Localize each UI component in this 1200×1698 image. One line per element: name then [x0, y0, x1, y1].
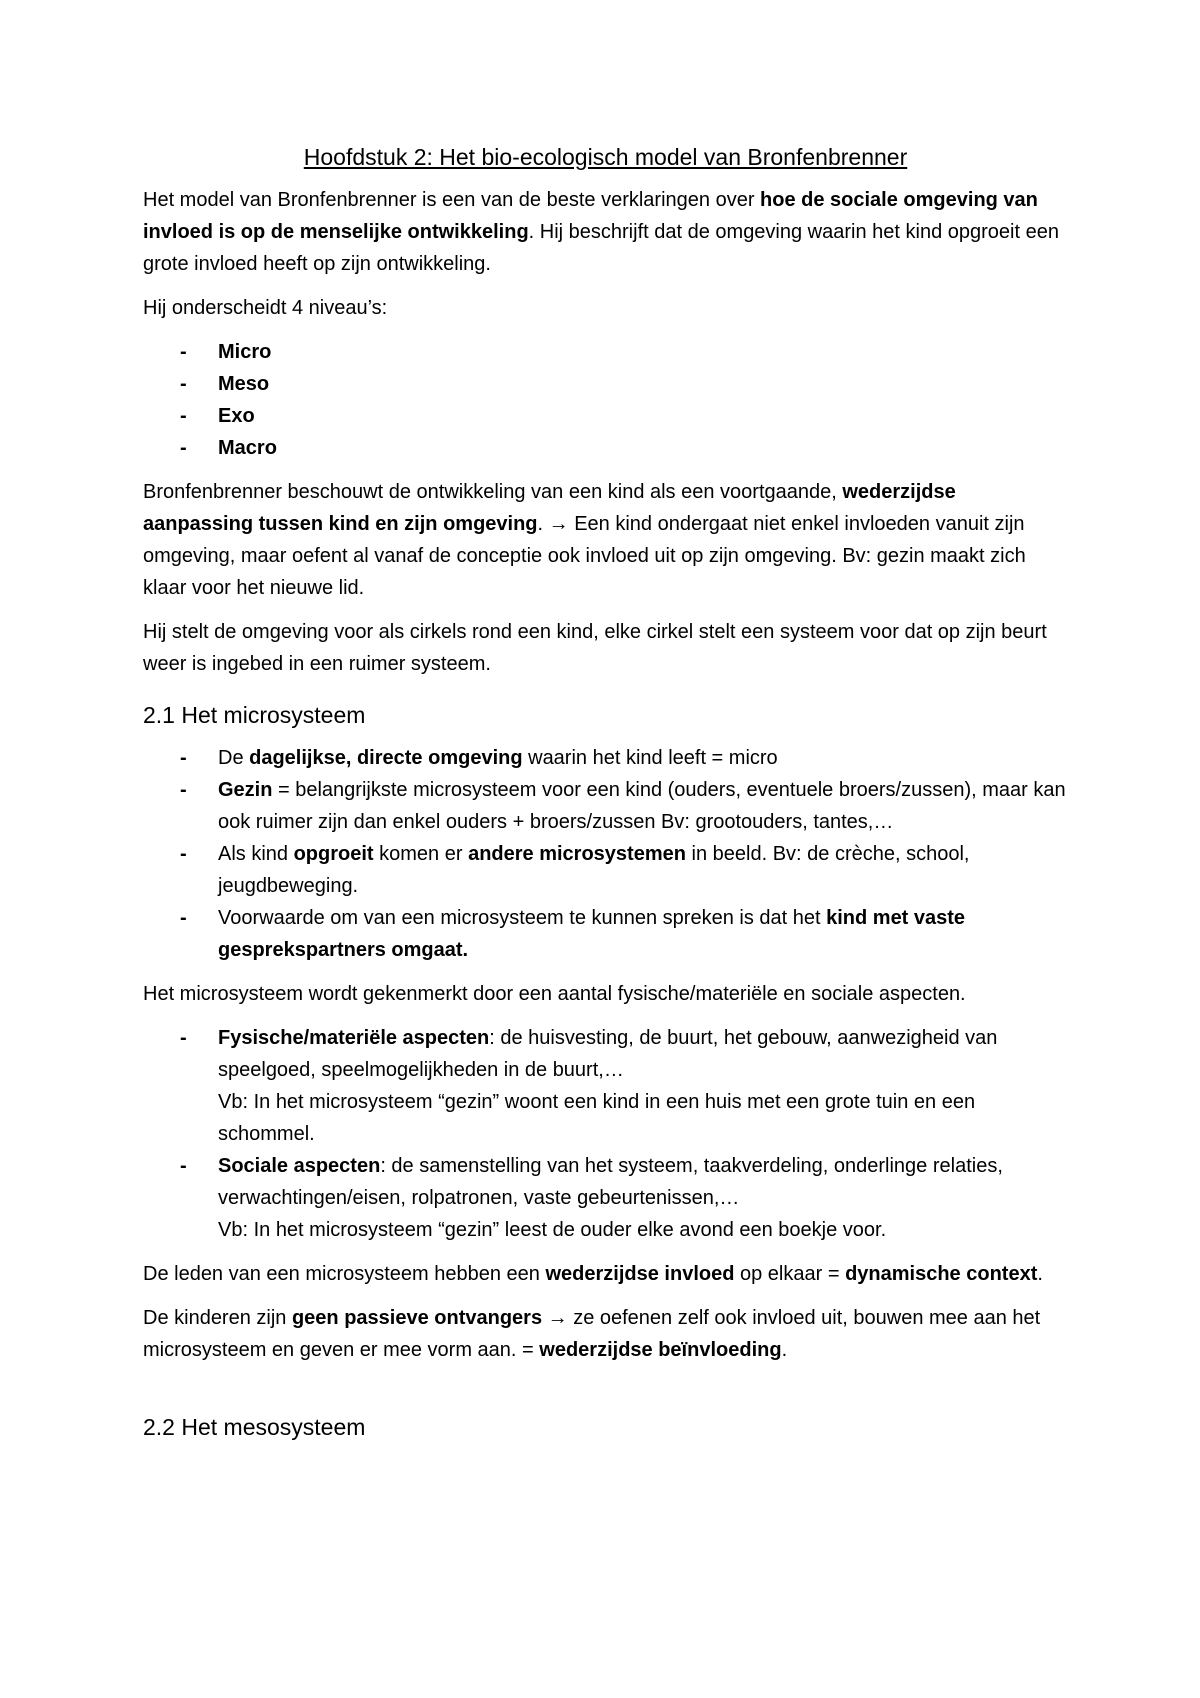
text: Voorwaarde om van een microsysteem te kunnen spreken is dat het	[218, 907, 827, 929]
list-item	[143, 902, 1068, 966]
text: waarin het kind leeft = micro	[522, 747, 778, 769]
text: komen er	[373, 843, 469, 865]
passive-paragraph	[143, 1302, 1068, 1366]
level-label: Exo	[218, 405, 255, 427]
level-label: Meso	[218, 373, 270, 395]
section-heading-meso: 2.2 Het mesosysteem	[143, 1414, 366, 1440]
aspects-list	[143, 1022, 1068, 1246]
view-paragraph	[143, 476, 1068, 604]
text: De kinderen zijn	[143, 1307, 292, 1329]
text: → ze oefenen zelf ook invloed uit, bouwen mee aan het microsysteem en geven er mee vorm aan. =	[143, 1307, 1041, 1361]
text: : de huisvesting, de buurt, het gebouw, aanwezigheid van speelgoed, speelmogelijkheden in de buurt,…	[218, 1027, 998, 1081]
list-item	[143, 774, 1068, 838]
text: op elkaar =	[734, 1263, 846, 1285]
intro-paragraph	[143, 184, 1068, 280]
bold-text: geen passieve ontvangers	[291, 1307, 543, 1329]
document-page	[143, 140, 1068, 1454]
list-item	[143, 1022, 1068, 1150]
text: De leden van een microsysteem hebben een	[143, 1263, 546, 1285]
bold-text: wederzijdse beïnvloeding	[539, 1339, 782, 1361]
levels-list	[143, 336, 1068, 464]
micro-list	[143, 742, 1068, 966]
text: in beeld. Bv: de crèche, school, jeugdbeweging.	[218, 843, 970, 897]
bold-text: wederzijdse aanpassing tussen kind en zijn omgeving	[143, 481, 956, 535]
dynamic-paragraph	[143, 1258, 1068, 1290]
text: = belangrijkste microsysteem voor een kind (ouders, eventuele broers/zussen), maar kan ook ruimer zijn dan enkel ouders + broers/zussen Bv: grootouders, tantes,…	[218, 779, 1066, 833]
bold-text: opgroeit	[293, 843, 374, 865]
bold-text: andere microsystemen	[468, 843, 686, 865]
text: Het model van Bronfenbrenner is een van de beste verklaringen over	[143, 189, 761, 211]
bold-text: Fysische/materiële aspecten	[218, 1027, 490, 1049]
text: .	[781, 1339, 788, 1361]
bold-text: hoe de sociale omgeving van invloed is op de menselijke ontwikkeling	[143, 189, 1038, 243]
text: . → Een kind ondergaat niet enkel invloeden vanuit zijn omgeving, maar oefent al vanaf de conceptie ook invloed uit op zijn omgeving. Bv: gezin maakt zich klaar voor het nieuwe lid.	[143, 513, 1026, 599]
text: Als kind	[218, 843, 294, 865]
bold-text: dagelijkse, directe omgeving	[249, 747, 523, 769]
list-item	[143, 742, 1068, 774]
bold-text: kind met vaste gesprekspartners omgaat.	[218, 907, 966, 961]
bold-text: Sociale aspecten	[218, 1155, 381, 1177]
levels-intro: Hij onderscheidt 4 niveau’s:	[143, 297, 388, 319]
list-item	[143, 400, 1068, 432]
example-text: Vb: In het microsysteem “gezin” woont een kind in een huis met een grote tuin en een schommel.	[218, 1091, 976, 1145]
list-item	[143, 368, 1068, 400]
text: Bronfenbrenner beschouwt de ontwikkeling van een kind als een voortgaande,	[143, 481, 843, 503]
list-item	[143, 336, 1068, 368]
text: . Hij beschrijft dat de omgeving waarin het kind opgroeit een grote invloed heeft op zijn ontwikkeling.	[143, 221, 1059, 275]
bold-text: wederzijdse invloed	[545, 1263, 735, 1285]
list-item	[143, 1150, 1068, 1246]
list-item	[143, 432, 1068, 464]
bold-text: dynamische context	[845, 1263, 1038, 1285]
page-title: Hoofdstuk 2: Het bio-ecologisch model van Bronfenbrenner	[303, 144, 908, 170]
level-label: Macro	[218, 437, 277, 459]
level-label: Micro	[218, 341, 272, 363]
text: .	[1037, 1263, 1043, 1285]
aspects-intro: Het microsysteem wordt gekenmerkt door een aantal fysische/materiële en sociale aspecten.	[143, 983, 966, 1005]
list-item	[143, 838, 1068, 902]
bold-text: Gezin	[218, 779, 273, 801]
example-text: Vb: In het microsysteem “gezin” leest de ouder elke avond een boekje voor.	[218, 1219, 887, 1241]
text: De	[218, 747, 250, 769]
text: : de samenstelling van het systeem, taakverdeling, onderlinge relaties, verwachtingen/eisen, rolpatronen, vaste gebeurtenissen,…	[218, 1155, 1003, 1209]
section-heading-micro: 2.1 Het microsysteem	[143, 702, 366, 728]
circles-paragraph: Hij stelt de omgeving voor als cirkels rond een kind, elke cirkel stelt een systeem voor dat op zijn beurt weer is ingebed in een ruimer systeem.	[143, 621, 1047, 675]
